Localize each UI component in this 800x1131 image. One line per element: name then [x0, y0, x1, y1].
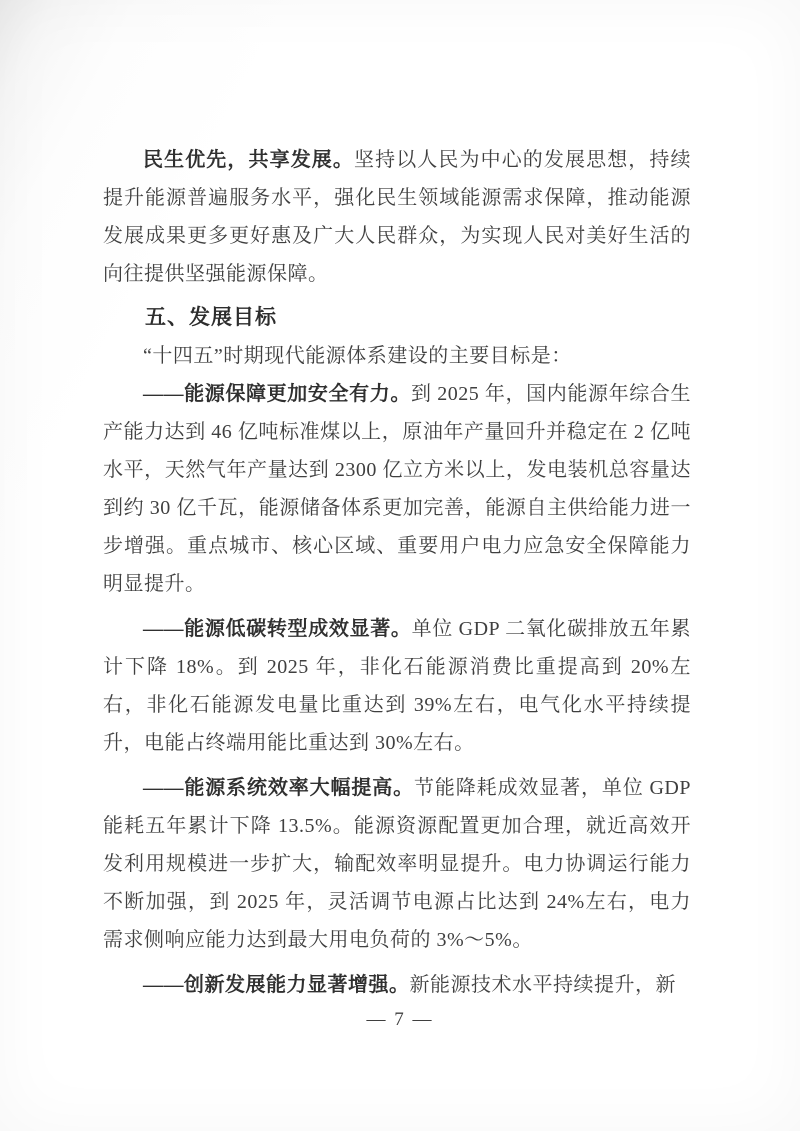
paragraph-lead: 民生优先，共享发展。 — [143, 149, 354, 171]
paragraph-low-carbon — [103, 610, 691, 762]
page-number: — 7 — — [366, 1009, 434, 1030]
paragraph-innovation — [103, 966, 691, 1004]
paragraph-minsheng — [103, 141, 691, 293]
paragraph-text: 新能源技术水平持续提升，新 — [409, 974, 676, 996]
paragraph-energy-security — [103, 375, 691, 603]
section-heading: 五、发展目标 — [145, 306, 277, 329]
paragraph-text: 单位 GDP 二氧化碳排放五年累计下降 18%。到 2025 年，非化石能源消费比重提高到 20%左右，非化石能源发电量比重达到 39%左右，电气化水平持续提升，电能占终端用能比重达到 30%左右。 — [103, 618, 691, 754]
paragraph-lead: ——能源保障更加安全有力。 — [143, 383, 411, 405]
paragraph-efficiency — [103, 769, 691, 959]
paragraph-text: 到 2025 年，国内能源年综合生产能力达到 46 亿吨标准煤以上，原油年产量回升并稳定在 2 亿吨水平，天然气年产量达到 2300 亿立方米以上，发电装机总容量达到约 30 亿千瓦，能源储备体系更加完善，能源自主供给能力进一步增强。重点城市、核心区域、重要用户电力应急安全保障能力明显提升。 — [103, 383, 691, 595]
document-body — [103, 141, 691, 1004]
paragraph-lead: ——能源系统效率大幅提高。 — [143, 777, 414, 799]
intro-line: “十四五”时期现代能源体系建设的主要目标是： — [143, 345, 572, 367]
paragraph-lead: ——创新发展能力显著增强。 — [143, 974, 410, 996]
paragraph-text: 节能降耗成效显著，单位 GDP 能耗五年累计下降 13.5%。能源资源配置更加合理，就近高效开发利用规模进一步扩大，输配效率明显提升。电力协调运行能力不断加强，到 2025 年，灵活调节电源占比达到 24%左右，电力需求侧响应能力达到最大用电负荷的 3%～5%。 — [103, 777, 692, 951]
paragraph-lead: ——能源低碳转型成效显著。 — [143, 618, 412, 640]
paragraph-text: 坚持以人民为中心的发展思想，持续提升能源普遍服务水平，强化民生领域能源需求保障，推动能源发展成果更多更好惠及广大人民群众，为实现人民对美好生活的向往提供坚强能源保障。 — [103, 149, 691, 285]
